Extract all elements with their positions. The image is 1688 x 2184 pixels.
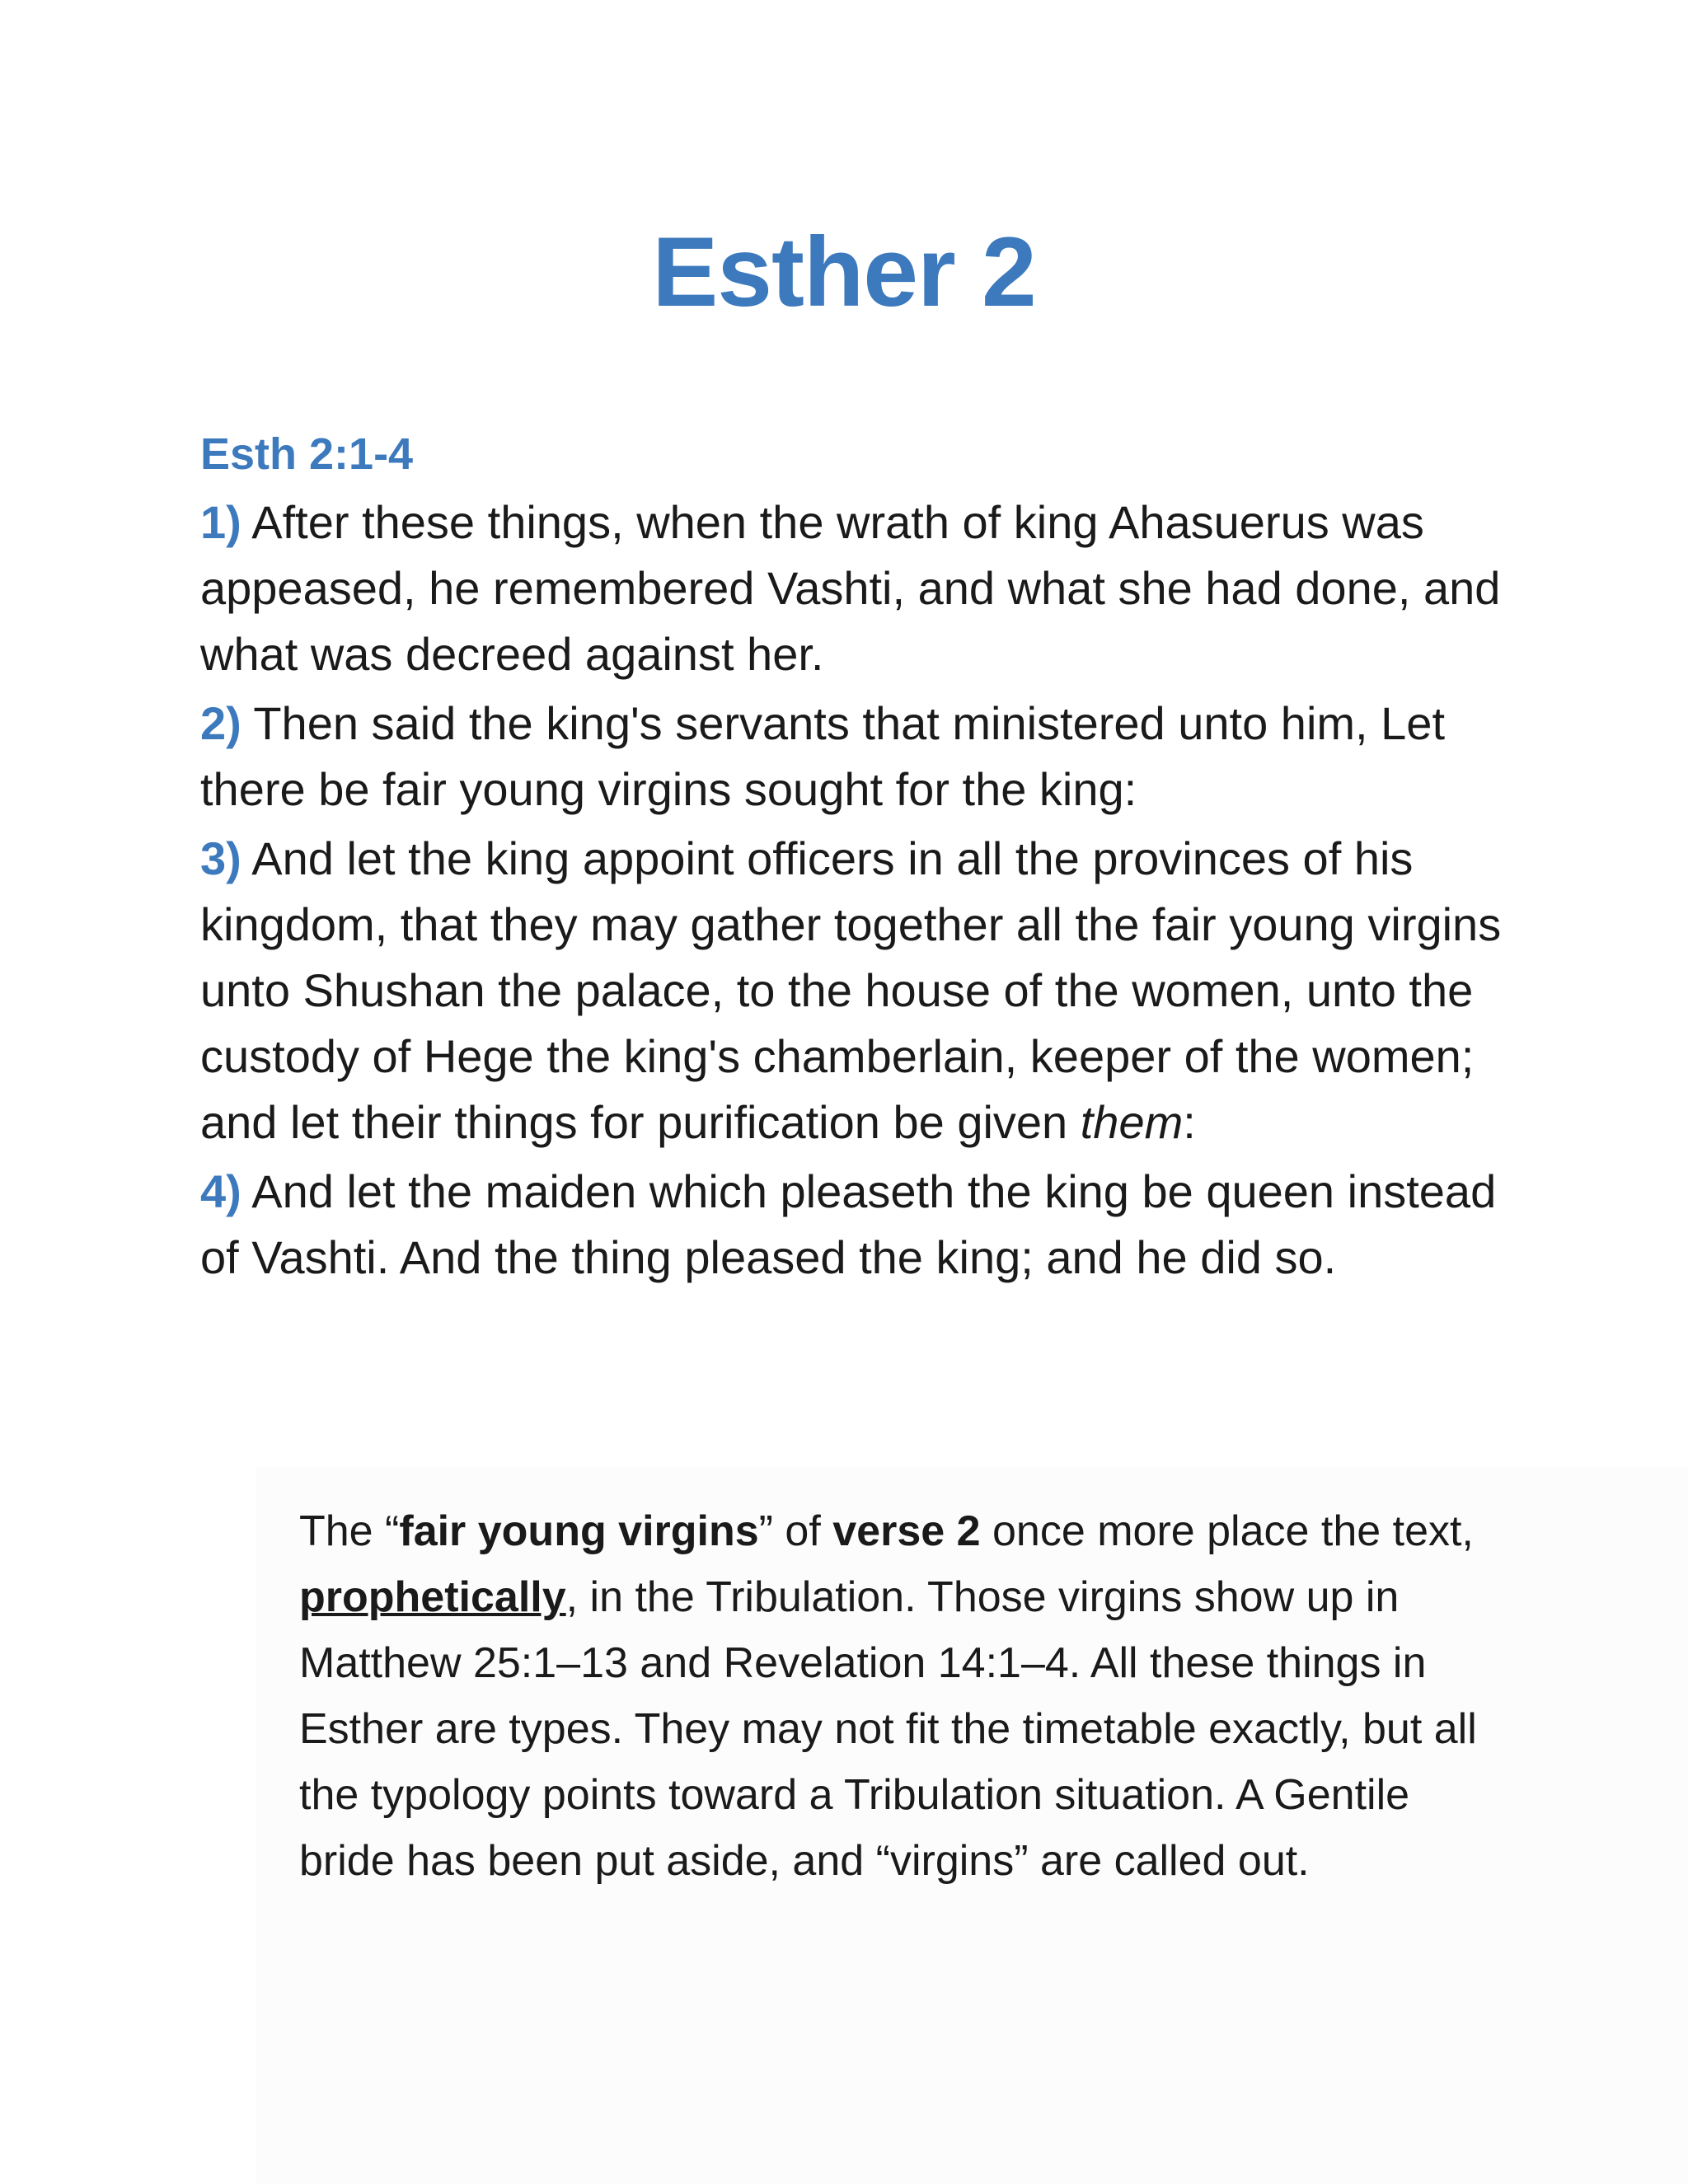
commentary-text: The “ <box>299 1507 400 1555</box>
verse-text: And let the maiden which pleaseth the king be queen instead of Vashti. And the thing pleased the king; and he did so. <box>200 1165 1497 1283</box>
verse-text: Then said the king's servants that ministered unto him, Let there be fair young virgins sought for the king: <box>200 697 1446 815</box>
verse-text: After these things, when the wrath of king Ahasuerus was appeased, he remembered Vashti, and what she had done, and what was decreed against her. <box>200 496 1501 680</box>
commentary-text: ” of <box>758 1507 833 1555</box>
verse-text-end: : <box>1183 1096 1196 1148</box>
verse-text: And let the king appoint officers in all the provinces of his kingdom, that they may gather together all the fair young virgins unto Shushan the palace, to the house of the women, unto the custody of Hege the king's chamberlain, keeper of the women; and let their things for purification be given <box>200 832 1502 1148</box>
commentary-text: , in the Tribulation. Those virgins show up in Matthew 25:1–13 and Revelation 14:1–4. All these things in Esther are types. They may not fit the timetable exactly, but all the typology points toward a Tribulation situation. A Gentile bride has been put aside, and “virgins” are called out. <box>299 1573 1477 1885</box>
page-title: Esther 2 <box>652 217 1036 327</box>
passage-reference: Esth 2:1-4 <box>200 429 414 479</box>
verse-3 <box>200 826 1503 1155</box>
verse-number: 3) <box>200 832 241 884</box>
commentary-bold-phrase: fair young virgins <box>399 1507 759 1555</box>
scripture-passage <box>200 422 1503 1294</box>
verse-number: 2) <box>200 697 241 749</box>
verse-italic-word: them <box>1080 1096 1184 1148</box>
commentary-underlined-word: prophetically <box>299 1573 566 1621</box>
verse-1 <box>200 490 1503 687</box>
commentary-bold-verse: verse 2 <box>832 1507 981 1555</box>
commentary-text: once more place the text, <box>980 1507 1474 1555</box>
verse-2 <box>200 691 1503 823</box>
verse-number: 4) <box>200 1165 241 1217</box>
commentary-paragraph <box>299 1498 1494 1894</box>
verse-number: 1) <box>200 496 241 548</box>
verse-4 <box>200 1159 1503 1291</box>
